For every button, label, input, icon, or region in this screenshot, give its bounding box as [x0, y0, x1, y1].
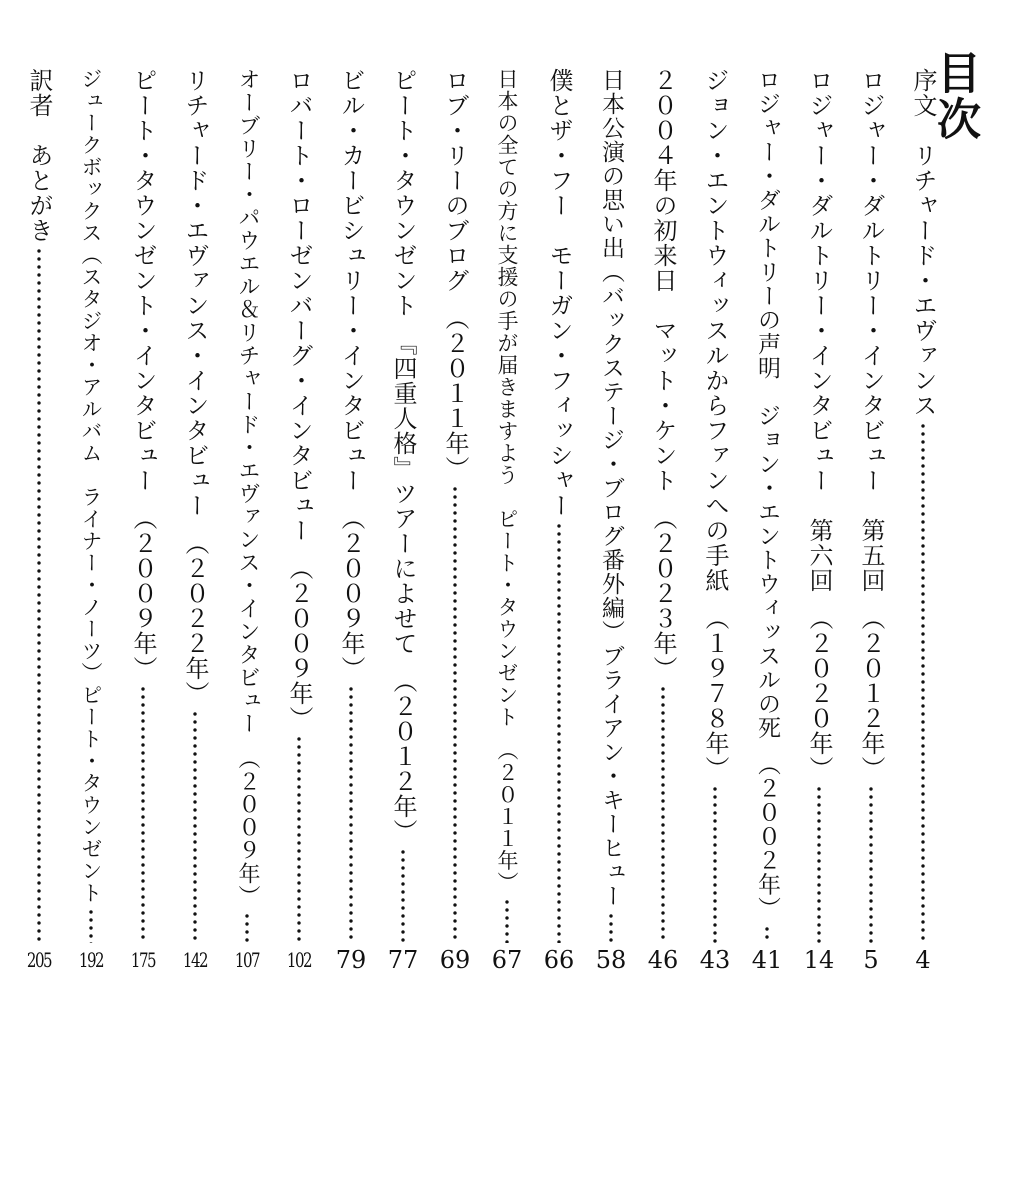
leader-dots — [37, 247, 41, 943]
toc-entry[interactable] — [65, 0, 117, 1200]
toc-entry-page: 67 — [491, 946, 523, 974]
toc-entry[interactable] — [273, 0, 325, 1200]
toc-entry[interactable] — [117, 0, 169, 1200]
toc-entry-title: ロブ・リーのブログ （２０１１年） — [441, 68, 469, 481]
leader-dots — [505, 898, 509, 944]
toc-entry-page: 58 — [595, 946, 627, 974]
leader-dots — [89, 908, 93, 943]
toc-entry[interactable] — [221, 0, 273, 1200]
toc-entry-title: 日本公演の思い出（バックステージ・ブログ番外編）ブライアン・キーヒュー — [598, 68, 624, 908]
toc-entry-title: ロジャー・ダルトリーの声明 ジョン・エントウィッスルの死 （２００２年） — [754, 68, 780, 921]
toc-entry-title: ロバート・ローゼンバーグ・インタビュー （２００９年） — [285, 68, 313, 731]
toc-entry-page: 77 — [387, 946, 419, 974]
toc-entry-title: ジュークボックス（スタジオ・アルバム ライナー・ノーツ）ピート・タウンゼント — [79, 68, 103, 904]
toc-entry-title: 日本の全ての方に支援の手が届きますよう ピート・タウンゼント （２０１１年） — [495, 68, 519, 894]
toc-entry[interactable] — [793, 0, 845, 1200]
toc-entry-page: 66 — [543, 946, 575, 974]
leader-dots — [557, 522, 561, 943]
toc-entry[interactable] — [689, 0, 741, 1200]
leader-dots — [193, 710, 197, 943]
leader-dots — [453, 485, 457, 943]
toc-entry[interactable] — [845, 0, 897, 1200]
toc-entry[interactable] — [897, 0, 949, 1200]
toc-entry-page: 205 — [26, 948, 52, 972]
table-of-contents — [13, 0, 949, 1200]
toc-entry-title: ２００４年の初来日 マット・ケント （２０２３年） — [649, 68, 677, 681]
toc-entry[interactable] — [429, 0, 481, 1200]
leader-dots — [817, 785, 821, 943]
toc-entry-title: ピート・タウンゼント・インタビュー （２００９年） — [129, 68, 157, 681]
leader-dots — [869, 785, 873, 943]
leader-dots — [609, 912, 613, 943]
toc-entry[interactable] — [741, 0, 793, 1200]
leader-dots — [661, 685, 665, 943]
leader-dots — [297, 735, 301, 943]
toc-entry-title: ロジャー・ダルトリー・インタビュー 第五回 （２０１２年） — [857, 68, 885, 781]
leader-dots — [141, 685, 145, 943]
leader-dots — [921, 422, 925, 943]
toc-entry-title: ピート・タウンゼント 『四重人格』ツアーによせて （２０１２年） — [389, 68, 417, 844]
toc-entry-page: 43 — [699, 946, 731, 974]
leader-dots — [713, 785, 717, 943]
toc-entry-title: 僕とザ・フー モーガン・フィッシャー — [545, 68, 573, 518]
toc-entry-page: 41 — [751, 946, 783, 974]
toc-entry[interactable] — [637, 0, 689, 1200]
toc-entry-title: 訳者 あとがき — [25, 68, 53, 243]
leader-dots — [245, 912, 249, 943]
toc-entry-page: 142 — [182, 948, 208, 972]
toc-entry[interactable] — [13, 0, 65, 1200]
toc-entry-title: ロジャー・ダルトリー・インタビュー 第六回 （２０２０年） — [805, 68, 833, 781]
toc-entry-page: 14 — [803, 946, 835, 974]
toc-entry-page: 69 — [439, 946, 471, 974]
leader-dots — [765, 925, 769, 944]
toc-entry[interactable] — [585, 0, 637, 1200]
toc-entry-page: 79 — [335, 946, 367, 974]
toc-entry[interactable] — [169, 0, 221, 1200]
toc-entry[interactable] — [325, 0, 377, 1200]
toc-entry-page: 175 — [130, 948, 156, 972]
toc-entry-page: 4 — [915, 946, 931, 974]
toc-entry-title: オーブリー・パウエル＆リチャード・エヴァンス・インタビュー （２００９年） — [235, 68, 260, 908]
toc-entry-page: 102 — [286, 948, 312, 972]
toc-entry-page: 5 — [863, 946, 879, 974]
toc-entry-page: 192 — [78, 948, 104, 972]
toc-entry-page: 107 — [234, 948, 260, 972]
leader-dots — [349, 685, 353, 943]
leader-dots — [401, 848, 405, 943]
toc-entry[interactable] — [481, 0, 533, 1200]
toc-entry[interactable] — [533, 0, 585, 1200]
toc-entry-title: ジョン・エントウィッスルからファンへの手紙 （１９７８年） — [701, 68, 729, 781]
toc-entry-title: リチャード・エヴァンス・インタビュー （２０２２年） — [181, 68, 209, 706]
toc-entry[interactable] — [377, 0, 429, 1200]
toc-entry-title: 序文 リチャード・エヴァンス — [909, 68, 937, 418]
toc-entry-page: 46 — [647, 946, 679, 974]
toc-entry-title: ビル・カービシュリー・インタビュー （２００９年） — [337, 68, 365, 681]
page-title: 目次 — [929, 50, 980, 142]
